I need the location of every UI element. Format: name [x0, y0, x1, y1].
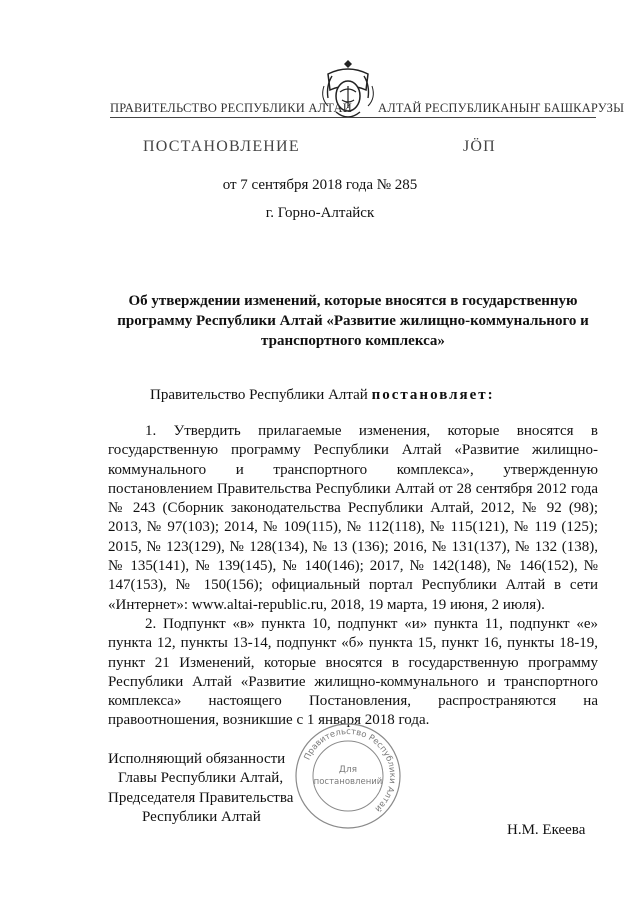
signatory-line-4: Республики Алтай — [142, 808, 261, 825]
document-title: Об утверждении изменений, которые вносятся в государственную программу Республики Алтай «Развитие жилищно-коммунального и транспортного комплекса» — [117, 293, 589, 349]
document-body — [108, 422, 598, 731]
official-stamp — [292, 720, 404, 832]
intro-lead: Правительство Республики Алтай — [150, 387, 368, 403]
paragraph-1: 1. Утвердить прилагаемые изменения, которые вносятся в государственную программу Республики Алтай «Развитие жилищно-коммунального и транспортного комплекса», утвержденную постановлением Правительства Республики Алтай от 28 сентября 2012 года № 243 (Сборник законодательства Республики Алтай, 2012, № 92 (98); 2013, № 97(103); 2014, № 109(115), № 112(118), № 115(121), № 119 (125); 2015, № 123(129), № 128(134), № 13 (136); 2016, № 131(137), № 132 (138), № 135(141), № 139(145), № 140(146); 2017, № 142(148), № 146(152), № 147(153), № 150(156); официальный портал Республики Алтай в сети «Интернет»: www.altai-republic.ru, 2018, 19 марта, 19 июня, 2 июля). — [108, 423, 598, 613]
header-divider — [110, 117, 596, 118]
signatory-line-3: Председателя Правительства — [108, 789, 294, 806]
stamp-center-line-1: Для — [338, 765, 358, 775]
intro-verb: постановляет: — [371, 387, 495, 403]
document-city: г. Горно-Алтайск — [265, 205, 375, 221]
doc-type-altai: ЈӦП — [463, 138, 496, 155]
stamp-ring-text: Правительство Республики Алтай — [302, 726, 398, 814]
document-date: от 7 сентября 2018 года № 285 — [222, 177, 418, 193]
header-org-left: ПРАВИТЕЛЬСТВО РЕСПУБЛИКИ АЛТАЙ — [110, 101, 352, 115]
doc-type-russian: ПОСТАНОВЛЕНИЕ — [143, 138, 300, 155]
stamp-center-line-2: постановлений — [313, 777, 383, 787]
signatory-line-2: Главы Республики Алтай, — [118, 770, 284, 787]
paragraph-2: 2. Подпункт «в» пункта 10, подпункт «и» пункта 11, подпункт «е» пункта 12, пункты 13-14, подпункт «б» пункта 15, пункт 16, пункты 18-19, пункт 21 Изменений, которые вносятся в государственную программу Республики Алтай «Развитие жилищно-коммунального и транспортного комплекса» настоящего Постановления, распространяются на правоотношения, возникшие с 1 января 2018 года. — [108, 615, 598, 729]
header-org-right: АЛТАЙ РЕСПУБЛИКАНЫҤ БАШКАРУЗЫ — [378, 101, 625, 115]
signatory-line-1: Исполняющий обязанности — [108, 751, 286, 767]
signatory-position — [108, 750, 293, 827]
intro-line — [150, 387, 495, 404]
signatory-name: Н.М. Екеева — [507, 822, 586, 838]
